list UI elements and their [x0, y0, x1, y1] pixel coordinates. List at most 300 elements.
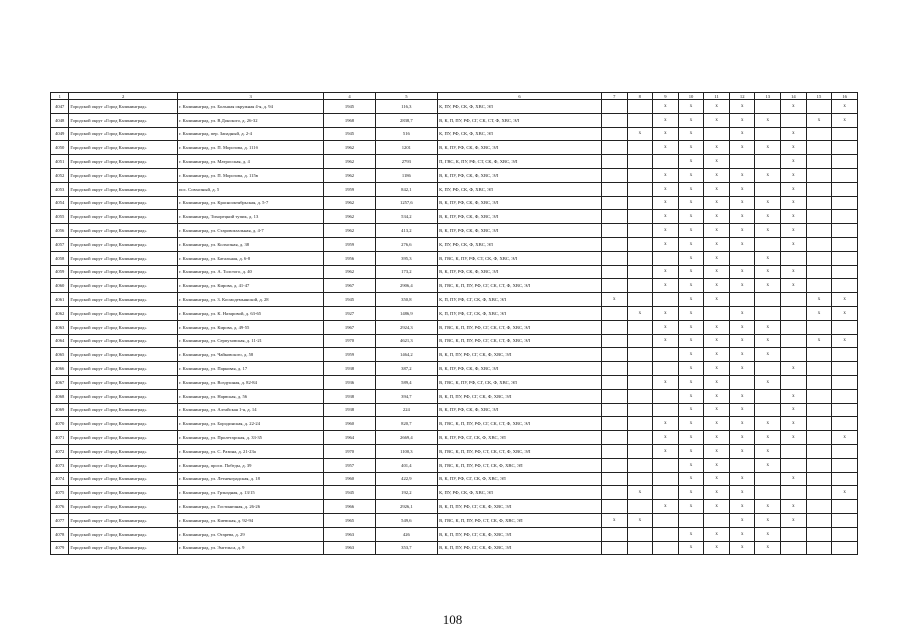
address-cell: г. Калининград, ул. Нарвская, д. 56 [177, 389, 323, 403]
mark-cell [704, 306, 730, 320]
area-cell: 224 [375, 403, 437, 417]
mark-cell [781, 486, 807, 500]
address-cell: г. Калининград, ул. Батальная, д. 6-8 [177, 251, 323, 265]
table-row [51, 168, 858, 182]
address-cell: г. Калининград, ул. Серпуховская, д. 11-21 [177, 334, 323, 348]
year-cell: 1956 [324, 251, 375, 265]
mark-cell: x [832, 113, 858, 127]
mark-cell: x [781, 100, 807, 114]
mark-cell: x [653, 141, 679, 155]
mark-cell: x [653, 100, 679, 114]
mark-cell [627, 417, 653, 431]
mark-cell: x [729, 237, 755, 251]
row-number-cell: 4066 [51, 362, 69, 376]
area-cell: 116,3 [375, 100, 437, 114]
mark-cell: x [729, 444, 755, 458]
mark-cell [729, 251, 755, 265]
year-cell: 1960 [324, 417, 375, 431]
area-cell: 422,9 [375, 472, 437, 486]
mark-cell [627, 500, 653, 514]
mark-cell [806, 348, 832, 362]
municipality-cell: Городской округ «Город Калининград» [69, 362, 178, 376]
mark-cell [781, 113, 807, 127]
mark-cell: x [704, 375, 730, 389]
mark-cell: x [704, 417, 730, 431]
mark-cell: x [704, 334, 730, 348]
mark-cell: x [704, 265, 730, 279]
mark-cell: x [806, 306, 832, 320]
mark-cell [653, 541, 679, 555]
mark-cell [755, 362, 781, 376]
row-number-cell: 4052 [51, 168, 69, 182]
work-types-cell: В, ГВС, К, П, ПУ, РФ, СТ, СК, СТ, Ф, ХВС, ЭЛ [438, 444, 602, 458]
mark-cell [755, 389, 781, 403]
table-row [51, 541, 858, 555]
mark-cell: x [729, 279, 755, 293]
row-number-cell: 4072 [51, 444, 69, 458]
mark-cell [601, 362, 627, 376]
mark-cell [627, 472, 653, 486]
mark-cell: x [678, 431, 704, 445]
mark-cell: x [678, 168, 704, 182]
address-cell: г. Калининград, ул. Большая окружная 4-я, д. 94 [177, 100, 323, 114]
mark-cell: x [781, 196, 807, 210]
municipality-cell: Городской округ «Город Калининград» [69, 251, 178, 265]
work-types-cell: В, К, П, ПУ, РФ, СГ, СК, Ф, ХВС, ЭЛ [438, 389, 602, 403]
address-cell: г. Калининград, ул. П. Морозова, д. 115в [177, 168, 323, 182]
mark-cell: x [678, 472, 704, 486]
mark-cell [601, 279, 627, 293]
work-types-cell: В, ГВС, К, П, ПУ, РФ, СГ, СК, СТ, Ф, ХВС, ЭЛ [438, 279, 602, 293]
mark-cell [653, 293, 679, 307]
row-number-cell: 4068 [51, 389, 69, 403]
row-number-cell: 4075 [51, 486, 69, 500]
mark-cell: x [704, 527, 730, 541]
municipality-cell: Городской округ «Город Калининград» [69, 334, 178, 348]
mark-cell: x [781, 513, 807, 527]
mark-cell [653, 403, 679, 417]
mark-cell: x [601, 293, 627, 307]
area-cell: 1486,9 [375, 306, 437, 320]
column-header: 8 [627, 93, 653, 100]
table-row [51, 127, 858, 141]
mark-cell [627, 251, 653, 265]
row-number-cell: 4076 [51, 500, 69, 514]
mark-cell: x [704, 362, 730, 376]
column-number-row [51, 93, 858, 100]
address-cell: г. Калининград, ул. Бородинская, д. 22-24 [177, 417, 323, 431]
area-cell: 173,2 [375, 265, 437, 279]
mark-cell [601, 251, 627, 265]
mark-cell: x [704, 348, 730, 362]
address-cell: г. Калининград, ул. Алтайская 1-я, д. 14 [177, 403, 323, 417]
mark-cell [806, 210, 832, 224]
mark-cell [781, 320, 807, 334]
mark-cell: x [755, 141, 781, 155]
mark-cell [832, 224, 858, 238]
municipality-cell: Городской округ «Город Калининград» [69, 500, 178, 514]
column-header: 6 [438, 93, 602, 100]
area-cell: 276,6 [375, 237, 437, 251]
area-cell: 549,6 [375, 513, 437, 527]
mark-cell: x [704, 237, 730, 251]
municipality-cell: Городской округ «Город Калининград» [69, 348, 178, 362]
area-cell: 842,1 [375, 182, 437, 196]
municipality-cell: Городской округ «Город Калининград» [69, 444, 178, 458]
mark-cell: x [729, 141, 755, 155]
table-row [51, 182, 858, 196]
mark-cell: x [678, 196, 704, 210]
mark-cell [601, 306, 627, 320]
year-cell: 1945 [324, 486, 375, 500]
area-cell: 426 [375, 527, 437, 541]
mark-cell [601, 334, 627, 348]
mark-cell: x [781, 224, 807, 238]
mark-cell: x [678, 127, 704, 141]
row-number-cell: 4058 [51, 251, 69, 265]
municipality-cell: Городской округ «Город Калининград» [69, 141, 178, 155]
mark-cell [601, 237, 627, 251]
mark-cell [653, 513, 679, 527]
mark-cell [755, 403, 781, 417]
column-header: 15 [806, 93, 832, 100]
work-types-cell: К, ПУ, РФ, СК, Ф, ХВС, ЭЛ [438, 127, 602, 141]
mark-cell [806, 444, 832, 458]
mark-cell: x [678, 348, 704, 362]
mark-cell: x [781, 210, 807, 224]
year-cell: 1970 [324, 334, 375, 348]
year-cell: 1962 [324, 265, 375, 279]
year-cell: 1938 [324, 403, 375, 417]
area-cell: 2669,4 [375, 431, 437, 445]
mark-cell: x [781, 237, 807, 251]
mark-cell: x [704, 486, 730, 500]
mark-cell: x [678, 389, 704, 403]
mark-cell: x [653, 375, 679, 389]
mark-cell: x [755, 541, 781, 555]
mark-cell: x [729, 541, 755, 555]
mark-cell [832, 210, 858, 224]
mark-cell [627, 334, 653, 348]
mark-cell: x [729, 196, 755, 210]
year-cell: 1962 [324, 224, 375, 238]
area-cell: 2924,3 [375, 320, 437, 334]
mark-cell: x [704, 141, 730, 155]
mark-cell [832, 513, 858, 527]
year-cell: 1966 [324, 500, 375, 514]
mark-cell [729, 155, 755, 169]
mark-cell: x [729, 224, 755, 238]
mark-cell: x [832, 100, 858, 114]
mark-cell: x [755, 196, 781, 210]
row-number-cell: 4047 [51, 100, 69, 114]
mark-cell: x [653, 196, 679, 210]
mark-cell [806, 486, 832, 500]
mark-cell: x [678, 403, 704, 417]
municipality-cell: Городской округ «Город Калининград» [69, 182, 178, 196]
mark-cell [781, 527, 807, 541]
mark-cell [806, 237, 832, 251]
area-cell: 2906,4 [375, 279, 437, 293]
work-types-cell: К, ПУ, РФ, СК, Ф, ХВС, ЭЛ [438, 486, 602, 500]
mark-cell: x [755, 458, 781, 472]
mark-cell: x [653, 210, 679, 224]
work-types-cell: В, К, ПУ, РФ, СК, Ф, ХВС, ЭЛ [438, 196, 602, 210]
mark-cell [627, 362, 653, 376]
work-types-cell: В, ГВС, К, П, ПУ, РФ, СГ, СК, СТ, Ф, ХВС, ЭЛ [438, 334, 602, 348]
area-cell: 1257,6 [375, 196, 437, 210]
mark-cell: x [781, 431, 807, 445]
row-number-cell: 4048 [51, 113, 69, 127]
mark-cell [627, 168, 653, 182]
table-row [51, 334, 858, 348]
mark-cell: x [653, 113, 679, 127]
work-types-cell: В, ГВС, К, П, ПУ, РФ, СТ, СК, Ф, ХВС, ЭЛ [438, 458, 602, 472]
row-number-cell: 4071 [51, 431, 69, 445]
mark-cell [832, 320, 858, 334]
table-row [51, 113, 858, 127]
address-cell: г. Калининград, ул. Гостиничная, д. 26-26 [177, 500, 323, 514]
mark-cell [832, 527, 858, 541]
mark-cell [627, 293, 653, 307]
mark-cell [755, 293, 781, 307]
year-cell: 1963 [324, 541, 375, 555]
work-types-cell: В, К, П, ПУ, РФ, СГ, СК, Ф, ХВС, ЭЛ [438, 527, 602, 541]
address-cell: г. Калининград, ул. Чайковского, д. 58 [177, 348, 323, 362]
municipality-cell: Городской округ «Город Калининград» [69, 237, 178, 251]
mark-cell: x [704, 458, 730, 472]
mark-cell: x [653, 320, 679, 334]
mark-cell: x [678, 155, 704, 169]
municipality-cell: Городской округ «Город Калининград» [69, 403, 178, 417]
mark-cell [627, 444, 653, 458]
mark-cell [601, 320, 627, 334]
column-header: 1 [51, 93, 69, 100]
mark-cell: x [678, 458, 704, 472]
mark-cell: x [678, 279, 704, 293]
mark-cell: x [832, 306, 858, 320]
address-cell: г. Калининград, ул. С. Разина, д. 21-23а [177, 444, 323, 458]
mark-cell: x [729, 210, 755, 224]
address-cell: пос. Совхозный, д. 5 [177, 182, 323, 196]
address-cell: г. Калининград, просп. Победы, д. 39 [177, 458, 323, 472]
mark-cell [601, 541, 627, 555]
work-types-cell: К, ПУ, РФ, СК, Ф, ХВС, ЭЛ [438, 182, 602, 196]
table-row [51, 458, 858, 472]
mark-cell [806, 389, 832, 403]
mark-cell [806, 127, 832, 141]
mark-cell: x [704, 444, 730, 458]
row-number-cell: 4053 [51, 182, 69, 196]
row-number-cell: 4073 [51, 458, 69, 472]
year-cell: 1938 [324, 389, 375, 403]
mark-cell: x [729, 306, 755, 320]
column-header: 4 [324, 93, 375, 100]
area-cell: 2793 [375, 155, 437, 169]
mark-cell: x [678, 237, 704, 251]
table-row [51, 500, 858, 514]
mark-cell [653, 348, 679, 362]
mark-cell: x [678, 224, 704, 238]
area-cell: 395,3 [375, 251, 437, 265]
mark-cell [755, 182, 781, 196]
address-cell: г. Калининград, Тихорецкий тупик, д. 13 [177, 210, 323, 224]
mark-cell: x [653, 306, 679, 320]
mark-cell [806, 251, 832, 265]
work-types-cell: В, К, ПУ, РФ, СК, Ф, ХВС, ЭЛ [438, 141, 602, 155]
mark-cell: x [653, 237, 679, 251]
mark-cell: x [653, 444, 679, 458]
mark-cell: x [729, 127, 755, 141]
mark-cell [832, 458, 858, 472]
year-cell: 1945 [324, 293, 375, 307]
mark-cell: x [781, 155, 807, 169]
table-row [51, 431, 858, 445]
mark-cell: x [678, 113, 704, 127]
row-number-cell: 4055 [51, 210, 69, 224]
mark-cell: x [755, 375, 781, 389]
mark-cell: x [678, 541, 704, 555]
mark-cell: x [627, 513, 653, 527]
municipality-cell: Городской округ «Город Калининград» [69, 527, 178, 541]
mark-cell: x [755, 168, 781, 182]
address-cell: г. Калининград, ул. А. Толстого, д. 40 [177, 265, 323, 279]
address-cell: г. Калининград, ул. Грэнэдная, д. 13/15 [177, 486, 323, 500]
municipality-cell: Городской округ «Город Калининград» [69, 196, 178, 210]
mark-cell: x [755, 417, 781, 431]
mark-cell [627, 265, 653, 279]
year-cell: 1960 [324, 472, 375, 486]
mark-cell: x [781, 141, 807, 155]
table-row [51, 417, 858, 431]
mark-cell: x [729, 472, 755, 486]
mark-cell [653, 472, 679, 486]
mark-cell: x [781, 417, 807, 431]
mark-cell [601, 458, 627, 472]
municipality-cell: Городской округ «Город Калининград» [69, 168, 178, 182]
mark-cell: x [678, 306, 704, 320]
mark-cell [678, 513, 704, 527]
municipality-cell: Городской округ «Город Калининград» [69, 320, 178, 334]
mark-cell: x [704, 224, 730, 238]
work-types-cell: В, К, ПУ, РФ, СК, Ф, ХВС, ЭЛ [438, 265, 602, 279]
mark-cell: x [704, 113, 730, 127]
mark-cell [627, 375, 653, 389]
year-cell: 1967 [324, 320, 375, 334]
area-cell: 820,7 [375, 417, 437, 431]
column-header: 2 [69, 93, 178, 100]
address-cell: г. Калининград, ул. Киевская, д. 92-94 [177, 513, 323, 527]
mark-cell: x [678, 486, 704, 500]
mark-cell [704, 127, 730, 141]
mark-cell: x [729, 265, 755, 279]
row-number-cell: 4057 [51, 237, 69, 251]
mark-cell: x [755, 513, 781, 527]
mark-cell [806, 100, 832, 114]
mark-cell [653, 458, 679, 472]
table-row [51, 293, 858, 307]
mark-cell [832, 182, 858, 196]
column-header: 14 [781, 93, 807, 100]
mark-cell [704, 513, 730, 527]
row-number-cell: 4069 [51, 403, 69, 417]
mark-cell: x [678, 375, 704, 389]
mark-cell [806, 513, 832, 527]
municipality-cell: Городской округ «Город Калининград» [69, 375, 178, 389]
mark-cell: x [704, 168, 730, 182]
year-cell: 1957 [324, 458, 375, 472]
area-cell: 350,8 [375, 293, 437, 307]
row-number-cell: 4062 [51, 306, 69, 320]
work-types-cell: В, К, ПУ, РФ, СК, Ф, ХВС, ЭЛ [438, 224, 602, 238]
year-cell: 1959 [324, 182, 375, 196]
mark-cell: x [653, 279, 679, 293]
mark-cell [832, 444, 858, 458]
mark-cell: x [678, 141, 704, 155]
mark-cell [653, 155, 679, 169]
mark-cell [601, 210, 627, 224]
column-header: 11 [704, 93, 730, 100]
mark-cell [806, 527, 832, 541]
mark-cell [781, 251, 807, 265]
mark-cell: x [729, 500, 755, 514]
mark-cell [832, 168, 858, 182]
mark-cell [806, 362, 832, 376]
mark-cell: x [653, 500, 679, 514]
municipality-cell: Городской округ «Город Калининград» [69, 127, 178, 141]
mark-cell [806, 168, 832, 182]
table-row [51, 196, 858, 210]
table-row [51, 224, 858, 238]
mark-cell [627, 141, 653, 155]
table-row [51, 472, 858, 486]
row-number-cell: 4056 [51, 224, 69, 238]
mark-cell: x [755, 431, 781, 445]
row-number-cell: 4063 [51, 320, 69, 334]
column-header: 10 [678, 93, 704, 100]
work-types-cell: В, К, ПУ, РФ, СК, Ф, ХВС, ЭЛ [438, 403, 602, 417]
row-number-cell: 4060 [51, 279, 69, 293]
column-header: 7 [601, 93, 627, 100]
municipality-cell: Городской округ «Город Калининград» [69, 293, 178, 307]
work-types-cell: В, К, П, ПУ, РФ, СГ, СК, СТ, Ф, ХВС, ЭЛ [438, 113, 602, 127]
area-cell: 1464,2 [375, 348, 437, 362]
row-number-cell: 4049 [51, 127, 69, 141]
mark-cell: x [678, 100, 704, 114]
municipality-cell: Городской округ «Город Калининград» [69, 224, 178, 238]
table-row [51, 486, 858, 500]
mark-cell [653, 251, 679, 265]
mark-cell: x [678, 334, 704, 348]
mark-cell: x [704, 210, 730, 224]
work-types-cell: К, ПУ, РФ, СК, Ф, ХВС, ЭЛ [438, 100, 602, 114]
mark-cell [653, 527, 679, 541]
address-cell: г. Калининград, ул. Огарева, д. 29 [177, 527, 323, 541]
table-row [51, 362, 858, 376]
mark-cell: x [704, 472, 730, 486]
municipality-cell: Городской округ «Город Калининград» [69, 306, 178, 320]
registry-table-wrap [50, 92, 858, 555]
table-row [51, 389, 858, 403]
mark-cell [806, 541, 832, 555]
mark-cell [601, 403, 627, 417]
mark-cell [755, 237, 781, 251]
mark-cell [832, 417, 858, 431]
year-cell: 1927 [324, 306, 375, 320]
row-number-cell: 4078 [51, 527, 69, 541]
mark-cell [627, 320, 653, 334]
mark-cell: x [781, 362, 807, 376]
